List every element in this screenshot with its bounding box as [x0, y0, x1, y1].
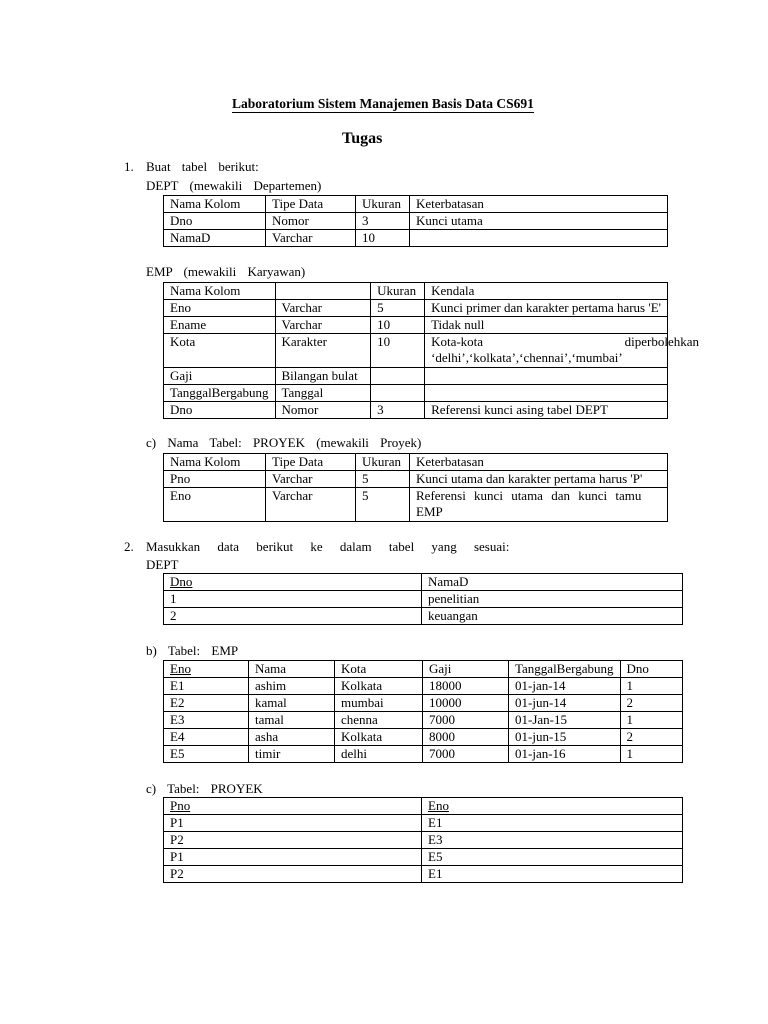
table-cell: asha [249, 729, 335, 746]
table-cell: Kolkata [335, 678, 423, 695]
proyek-schema-table [163, 453, 668, 522]
table-row [164, 866, 683, 883]
constraint-line [431, 334, 699, 350]
table-cell: E1 [422, 866, 683, 883]
table-row [164, 368, 668, 385]
table-row [164, 729, 683, 746]
emp-label: EMP (mewakili Karyawan) [146, 264, 306, 279]
table-cell: Pno [164, 471, 266, 488]
table-header-cell: Nama Kolom [164, 283, 276, 300]
table-cell: Tidak null [425, 317, 668, 334]
table-cell: E1 [164, 678, 249, 695]
table-cell: 5 [356, 488, 410, 522]
table-header-cell: Tipe Data [266, 196, 356, 213]
table-cell: Gaji [164, 368, 276, 385]
table-cell: Karakter [275, 334, 371, 368]
table-cell: timir [249, 746, 335, 763]
table-cell: 5 [371, 300, 425, 317]
table-cell: Kota [164, 334, 276, 368]
table-cell: NamaD [164, 230, 266, 247]
table-cell: E1 [422, 815, 683, 832]
table-header-cell: Nama Kolom [164, 454, 266, 471]
table-cell: Eno [164, 300, 276, 317]
table-header-cell: Eno [164, 661, 249, 678]
table-cell: Bilangan bulat [275, 368, 371, 385]
dept-label: DEPT (mewakili Departemen) [146, 178, 322, 193]
table-header-cell: Tipe Data [266, 454, 356, 471]
table-cell: 7000 [423, 746, 509, 763]
table-cell: 01-jun-15 [509, 729, 621, 746]
document-header: Laboratorium Sistem Manajemen Basis Data CS691 [232, 96, 534, 111]
table-cell: Kunci utama [410, 213, 668, 230]
table-cell: 3 [371, 402, 425, 419]
table-cell: Varchar [266, 230, 356, 247]
table-row [164, 488, 668, 522]
table-header-cell: TanggalBergabung [509, 661, 621, 678]
table-cell: E3 [164, 712, 249, 729]
table-cell: kamal [249, 695, 335, 712]
table-cell: Kunci primer dan karakter pertama harus 'E' [425, 300, 668, 317]
table-cell: 01-Jan-15 [509, 712, 621, 729]
table-cell: Eno [164, 488, 266, 522]
table-cell: 01-jan-16 [509, 746, 621, 763]
table-cell: 3 [356, 213, 410, 230]
table-cell: 10000 [423, 695, 509, 712]
table-cell-reference [410, 488, 668, 522]
table-cell: E3 [422, 832, 683, 849]
table-header-row [164, 196, 668, 213]
constraint-text: diperbolehkan [624, 334, 699, 349]
table-cell: 1 [620, 678, 683, 695]
reference-text: EMP [416, 504, 443, 519]
table-cell: 1 [620, 746, 683, 763]
table-header-cell: Ukuran [356, 454, 410, 471]
table-cell-text: TanggalBergabung [170, 385, 269, 400]
table-cell: 10 [371, 334, 425, 368]
table-header-row [164, 454, 668, 471]
table-cell: Dno [164, 213, 266, 230]
table-header-cell: Nama Kolom [164, 196, 266, 213]
table-header-row [164, 798, 683, 815]
task1-number: 1. [124, 159, 134, 174]
table-cell: E4 [164, 729, 249, 746]
table-cell: keuangan [422, 608, 683, 625]
table-cell: P1 [164, 849, 422, 866]
table-cell: delhi [335, 746, 423, 763]
table-cell: 2 [620, 729, 683, 746]
table-cell: chenna [335, 712, 423, 729]
proyek-data-label: c) Tabel: PROYEK [146, 781, 263, 796]
table-cell: Dno [164, 402, 276, 419]
table-row [164, 230, 668, 247]
page-title: Tugas [342, 130, 383, 147]
table-cell: Varchar [266, 471, 356, 488]
table-header-cell: Gaji [423, 661, 509, 678]
table-cell: 2 [620, 695, 683, 712]
table-row [164, 832, 683, 849]
table-cell: E2 [164, 695, 249, 712]
table-cell: 01-jun-14 [509, 695, 621, 712]
table-cell: tamal [249, 712, 335, 729]
table-cell [371, 368, 425, 385]
table-cell: mumbai [335, 695, 423, 712]
table-row [164, 385, 668, 402]
table-header-cell: Nama [249, 661, 335, 678]
task1-intro: Buat tabel berikut: [146, 159, 259, 174]
table-cell: 18000 [423, 678, 509, 695]
table-cell: 10 [356, 230, 410, 247]
table-cell: penelitian [422, 591, 683, 608]
table-cell: 8000 [423, 729, 509, 746]
task2-number: 2. [124, 539, 134, 554]
table-header-row [164, 574, 683, 591]
table-cell: P2 [164, 832, 422, 849]
table-cell: Ename [164, 317, 276, 334]
reference-text: Referensi kunci utama dan kunci tamu [416, 488, 642, 503]
table-header-cell: Pno [164, 798, 422, 815]
table-header-cell: Kendala [425, 283, 668, 300]
table-cell: Varchar [266, 488, 356, 522]
table-cell: 5 [356, 471, 410, 488]
table-row [164, 300, 668, 317]
table-cell [371, 385, 425, 402]
emp-data-table [163, 660, 683, 763]
table-row [164, 678, 683, 695]
table-cell: 10 [371, 317, 425, 334]
constraint-text: Kota-kota [431, 334, 484, 349]
table-cell: Nomor [266, 213, 356, 230]
table-header-cell: Ukuran [371, 283, 425, 300]
table-cell: Referensi kunci asing tabel DEPT [425, 402, 668, 419]
table-cell: Kunci utama dan karakter pertama harus 'P' [410, 471, 668, 488]
table-header-row [164, 661, 683, 678]
table-cell: 2 [164, 608, 422, 625]
constraint-values: ‘delhi’,‘kolkata’,‘chennai’,‘mumbai’ [431, 350, 623, 365]
table-row [164, 746, 683, 763]
table-cell: Tanggal [275, 385, 371, 402]
table-row [164, 317, 668, 334]
proyek-data-table [163, 797, 683, 883]
table-cell: P2 [164, 866, 422, 883]
dept-schema-table [163, 195, 668, 247]
table-row [164, 213, 668, 230]
table-row [164, 334, 668, 368]
table-cell: 7000 [423, 712, 509, 729]
table-header-cell: Ukuran [356, 196, 410, 213]
table-header-cell [275, 283, 371, 300]
table-header-cell: Dno [164, 574, 422, 591]
table-header-cell: Keterbatasan [410, 454, 668, 471]
table-cell: Nomor [275, 402, 371, 419]
table-row [164, 695, 683, 712]
table-cell: E5 [422, 849, 683, 866]
table-header-cell: Kota [335, 661, 423, 678]
table-cell: 1 [164, 591, 422, 608]
table-cell: 01-jan-14 [509, 678, 621, 695]
table-header-cell: Dno [620, 661, 683, 678]
table-cell: E5 [164, 746, 249, 763]
table-cell: ashim [249, 678, 335, 695]
table-row [164, 608, 683, 625]
table-cell [425, 385, 668, 402]
table-header-cell: Eno [422, 798, 683, 815]
table-cell: Varchar [275, 317, 371, 334]
table-header-cell: Keterbatasan [410, 196, 668, 213]
table-row [164, 815, 683, 832]
table-cell [164, 385, 276, 402]
table-cell [410, 230, 668, 247]
table-cell: P1 [164, 815, 422, 832]
emp-data-label: b) Tabel: EMP [146, 643, 239, 658]
table-row [164, 712, 683, 729]
table-header-cell: NamaD [422, 574, 683, 591]
table-cell-constraint [425, 334, 699, 368]
table-row [164, 402, 668, 419]
task2-intro: Masukkan data berikut ke dalam tabel yang sesuai: [146, 539, 510, 554]
table-row [164, 849, 683, 866]
table-cell: Varchar [275, 300, 371, 317]
dept-data-table [163, 573, 683, 625]
proyek-label: c) Nama Tabel: PROYEK (mewakili Proyek) [146, 435, 422, 450]
table-header-row [164, 283, 668, 300]
dept-data-label: DEPT [146, 557, 179, 572]
emp-schema-table [163, 282, 699, 419]
table-cell: Kolkata [335, 729, 423, 746]
table-cell: 1 [620, 712, 683, 729]
table-row [164, 591, 683, 608]
table-row [164, 471, 668, 488]
table-cell [425, 368, 668, 385]
